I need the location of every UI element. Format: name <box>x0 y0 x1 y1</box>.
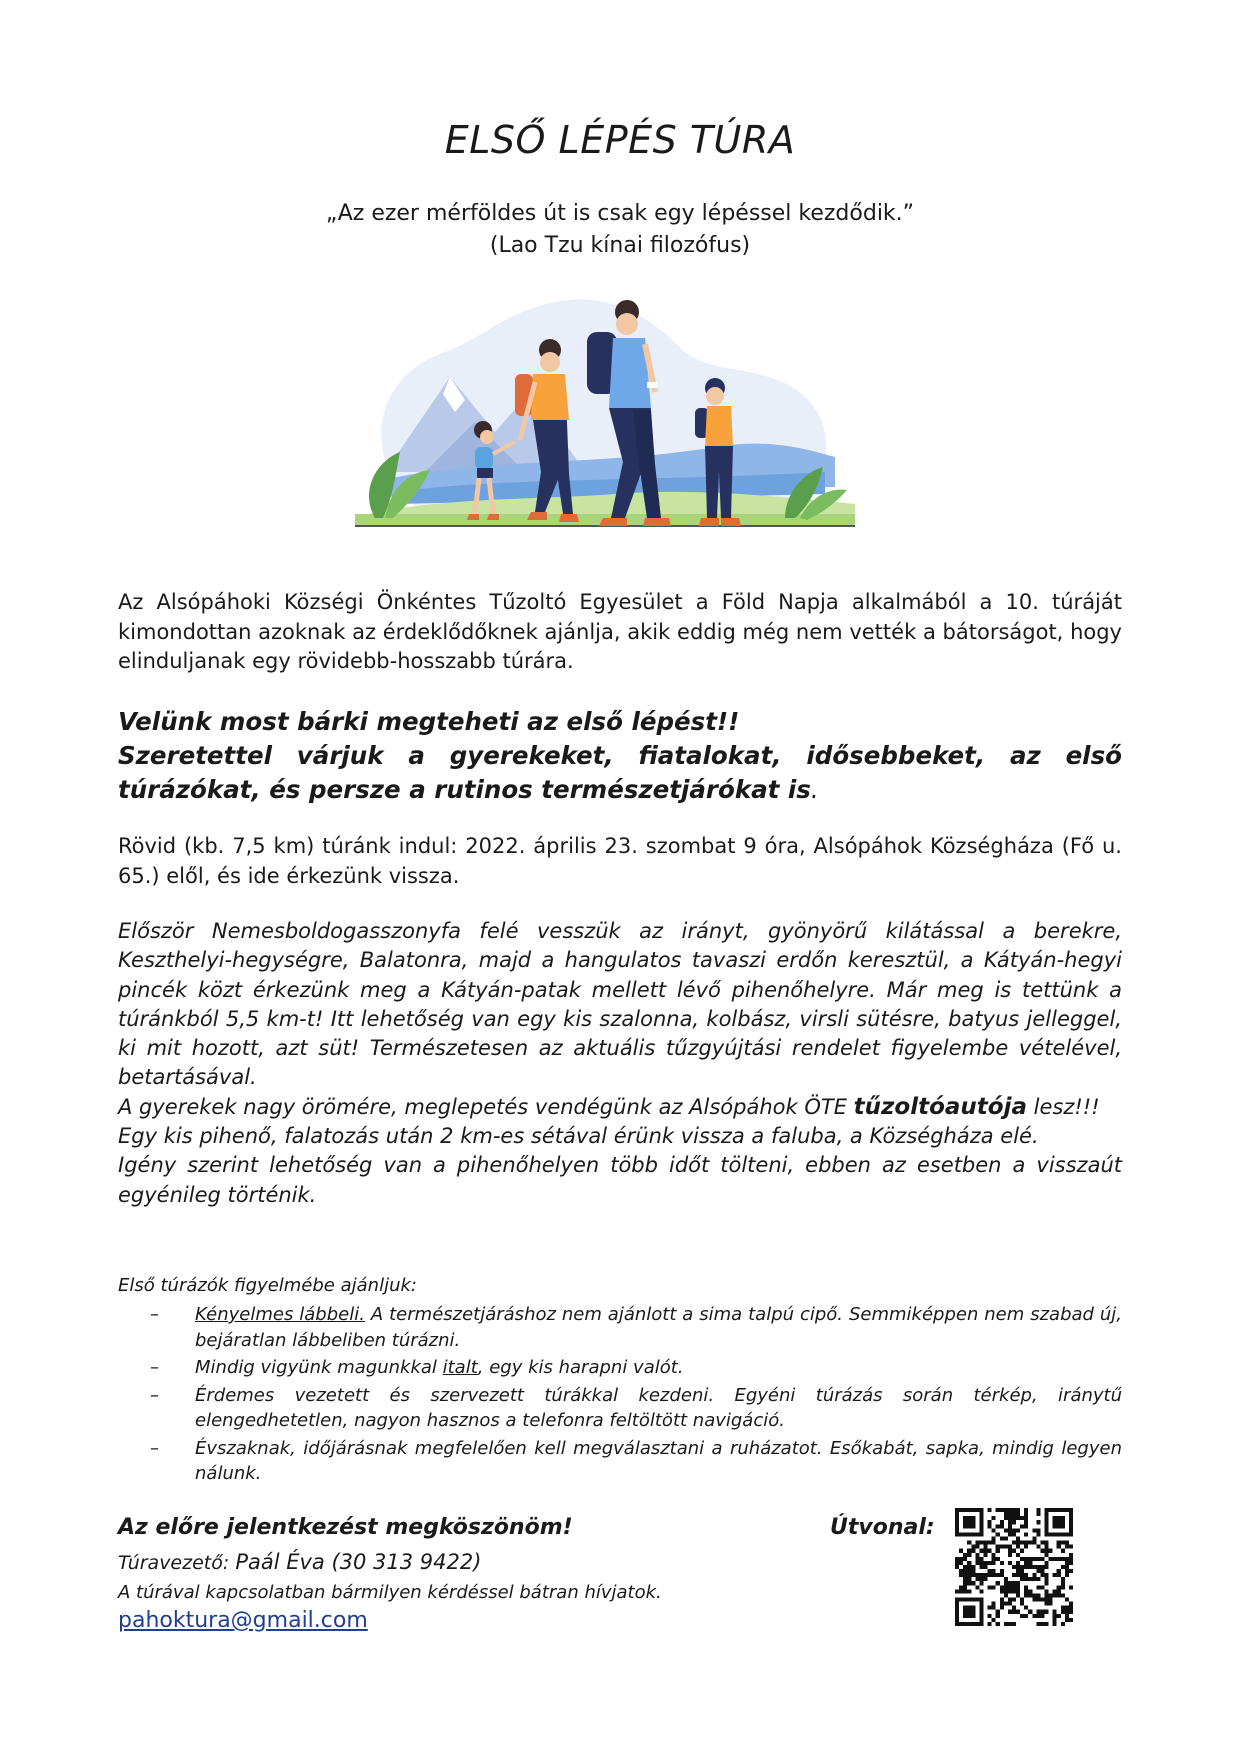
thanks-note: Az előre jelentkezést megköszönöm! <box>118 1515 573 1540</box>
tip-text: Évszaknak, időjárásnak megfelelően kell megválasztani a ruházatot. Esőkabát, sapka, mindig legyen nálunk. <box>195 1437 1122 1484</box>
headline-line1: Velünk most bárki megteheti az első lépést!! <box>118 707 740 736</box>
guide-name: Paál Éva (30 313 9422) <box>235 1550 482 1574</box>
headline-block <box>118 705 1122 807</box>
tour-story <box>118 917 1122 1210</box>
story-option: Igény szerint lehetőség van a pihenőhelyen több időt tölteni, ebben az esetben a visszaút egyénileg történik. <box>118 1153 1122 1207</box>
dash-icon: – <box>150 1437 159 1459</box>
tips-list <box>150 1302 1122 1489</box>
story-surprise-start: A gyerekek nagy örömére, meglepetés vendégünk az Alsópáhok ÖTE <box>118 1094 854 1119</box>
tips-title: Első túrázók figyelmébe ajánljuk: <box>118 1275 417 1296</box>
qr-code-icon[interactable] <box>955 1508 1073 1626</box>
headline-line2 <box>118 739 1122 807</box>
list-item <box>150 1302 1122 1353</box>
list-item <box>150 1383 1122 1434</box>
list-item <box>150 1436 1122 1487</box>
tip-underlined: Kényelmes lábbeli. <box>195 1304 365 1325</box>
tour-guide <box>118 1550 481 1574</box>
quote-block <box>0 198 1240 262</box>
story-return: Egy kis pihenő, falatozás után 2 km-es sétával érünk vissza a faluba, a Községháza elé. <box>118 1124 1039 1149</box>
headline-line2-text: Szeretettel várjuk a gyerekeket, fiatalokat, idősebbeket, az első túrázókat, és persze a rutinos természetjárókat is <box>118 741 1122 804</box>
contact-note: A túrával kapcsolatban bármilyen kérdéssel bátran hívjatok. <box>118 1582 662 1603</box>
tour-details: Rövid (kb. 7,5 km) túránk indul: 2022. április 23. szombat 9 óra, Alsópáhok Községháza (Fő u. 65.) elől, és ide érkezünk vissza. <box>118 834 1122 888</box>
quote-author: (Lao Tzu kínai filozófus) <box>489 233 751 258</box>
story-surprise-end: lesz!!! <box>1026 1094 1100 1119</box>
family-hiking-illustration <box>355 282 855 558</box>
story-route: Először Nemesboldogasszonyfa felé vesszük az irányt, gyönyörű kilátással a berekre, Keszthelyi-hegységre, Balatonra, majd a hangulatos tavaszi erdőn keresztül, a Kátyán-hegyi pincék közt érkezünk meg a Kátyán-patak mellett lévő pihenőhelyre. Már meg is tettünk a túránkból 5,5 km-t! Itt lehetőség van egy kis szalonna, kolbász, virsli sütésre, batyus jelleggel, ki mit hozott, azt süt! Természetesen az aktuális tűzgyújtási rendelet figyelembe vételével, betartásával. <box>118 919 1122 1090</box>
story-surprise <box>118 1093 1122 1122</box>
headline-line2-end: . <box>810 775 819 804</box>
guide-label: Túravezető: <box>118 1552 236 1574</box>
fire-truck-emphasis: tűzoltóautója <box>853 1093 1027 1120</box>
tip-text: A természetjáráshoz nem ajánlott a sima talpú cipő. Semmiképpen nem szabad új, bejáratlan lábbeliben túrázni. <box>195 1304 1123 1351</box>
tip-pre: Mindig vigyünk magunkkal <box>195 1357 443 1378</box>
email-link[interactable]: pahoktura@gmail.com <box>118 1608 368 1633</box>
dash-icon: – <box>150 1304 159 1325</box>
dash-icon: – <box>150 1357 159 1378</box>
tip-text: , egy kis harapni valót. <box>477 1357 684 1378</box>
dash-icon: – <box>150 1384 159 1406</box>
tip-text: Érdemes vezetett és szervezett túrákkal kezdeni. Egyéni túrázás során térkép, iránytű elengedhetetlen, nagyon hasznos a telefonra feltöltött navigáció. <box>195 1384 1122 1431</box>
quote-text: „Az ezer mérföldes út is csak egy lépéssel kezdődik.” <box>325 201 915 226</box>
route-label: Útvonal: <box>830 1515 935 1540</box>
list-item <box>150 1355 1122 1381</box>
intro-paragraph: Az Alsópáhoki Községi Önkéntes Tűzoltó Egyesület a Föld Napja alkalmából a 10. túráját kimondottan azoknak az érdeklődőknek ajánlja, akik eddig még nem vették a bátorságot, hogy elinduljanak egy rövidebb-hosszabb túrára. <box>118 590 1122 673</box>
page-title: ELSŐ LÉPÉS TÚRA <box>444 118 796 162</box>
tip-underlined: italt <box>442 1357 478 1378</box>
